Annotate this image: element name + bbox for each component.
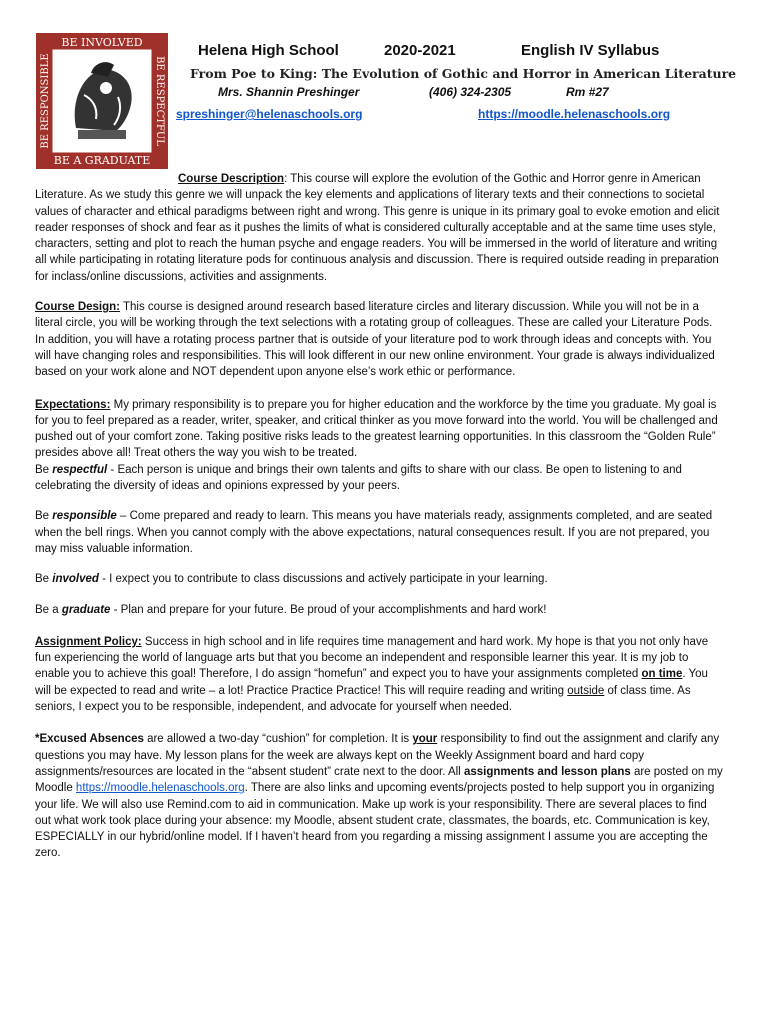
logo-left-text: BE RESPONSIBLE (40, 53, 51, 149)
school-year: 2020-2021 (384, 42, 456, 59)
moodle-inline-link[interactable]: https://moodle.helenaschools.org (75, 782, 245, 795)
teacher-phone: (406) 324-2305 (429, 85, 512, 99)
syllabus-header (176, 42, 737, 125)
logo-top-text: BE INVOLVED (61, 36, 143, 49)
course-description (35, 171, 725, 285)
outside-emphasis: outside (567, 684, 605, 697)
expectation-involved: Be involved - I expect you to contribute to class discussions and actively participate in your learning. (35, 573, 548, 586)
excused-absences-heading: *Excused Absences (35, 733, 144, 746)
expectation-graduate: Be a graduate - Plan and prepare for your future. Be proud of your accomplishments and hard work! (35, 603, 547, 616)
school-name: Helena High School (198, 42, 339, 59)
teacher-email-link[interactable]: spreshinger@helenaschools.org (176, 107, 363, 121)
expectations-heading: Expectations: (35, 398, 111, 411)
expectations-text: My primary responsibility is to prepare you for higher education and the workforce by the time you graduate. My goal is for you to feel prepared as a reader, writer, speaker, and critical thinker as you move forward into the world. You will be challenged and pushed out of your comfort zone. Taking positive risks leads to the greatest learning opportunities. In this classroom the “Golden Rule” presides above all! Treat others the way you wish to be treated. (35, 398, 718, 460)
expectation-responsible: Be responsible – Come prepared and ready to learn. This means you have materials ready, assignments completed, and are seated when the bell rings. When you cannot comply with the above expectations, natural consequences result. If you are not prepared, you may miss valuable information. (35, 510, 713, 555)
assignment-policy: Assignment Policy: Success in high school and in life requires time management and hard work. My hope is that you not only have fun experiencing the world of language arts but that you become an independent and responsible learner this year. It is my job to enable you to achieve this goal! Therefore, I do assign “homefun” and expect you to have your assignments completed on time. You will be expected to read and write – a lot! Practice Practice Practice! This will require reading and writing outside of class time. As seniors, I expect you to be responsible, independent, and advocate for yourself when needed. (35, 635, 709, 714)
course-design (35, 299, 725, 380)
school-logo (36, 33, 168, 169)
excused-absences: *Excused Absences are allowed a two-day “cushion” for completion. It is your responsibility to find out the assignment and clarify any questions you may have. My lesson plans for the week are always kept on the Weekly Assignment board and hard copy assignments/resources are located in the “absent student” crate next to the door. All assignments and lesson plans are posted on my Moodle https://moodle.helenaschools.org. There are also links and upcoming events/projects posted to help support you in organizing your life. We will also use Remind.com to aid in communication. Make up work is your responsibility. There are several places to find out what work took place during your absence: my Moodle, absent student crate, classmates, the boards, etc. Communication is key, ESPECIALLY in our hybrid/online model. If I haven’t heard from you regarding a missing assignment I assume you are accepting the zero. (35, 733, 723, 860)
logo-right-text: BE RESPECTFUL (154, 56, 165, 146)
course-design-heading: Course Design: (35, 301, 120, 314)
course-design-text: This course is designed around research based literature circles and literary discussion. While you will not be in a literal circle, you will be working through the text selections with a rotating group of colleagues. These are called your Literature Pods. In addition, you will have a rotating process partner that is outside of your literature pod to work through ideas and concepts with. You will have changing roles and responsibilities. This will look different in our new online environment. Your grade is always individualized based on your work alone and NOT dependent upon anyone else’s work ethic or performance. (35, 301, 715, 379)
your-emphasis: your (412, 733, 438, 746)
room-number: Rm #27 (566, 85, 609, 99)
on-time-emphasis: on time (641, 668, 683, 681)
syllabus-body (35, 171, 725, 862)
course-title: English IV Syllabus (521, 42, 660, 59)
logo-bottom-text: BE A GRADUATE (53, 154, 151, 167)
expectation-respectful: Be respectful - Each person is unique and brings their own talents and gifts to share with our class. Be open to listening to and celebrating the diversity of ideas and opinions expressed by your peers. (35, 463, 682, 493)
course-description-heading: Course Description (178, 173, 285, 185)
expectations (35, 397, 725, 462)
course-description-text: : This course will explore the evolution of the Gothic and Horror genre in American Literature. As we study this genre we will unpack the key elements and applications of literary texts and their connections to societal values of character and ethical paradigms between right and wrong. This genre is unique in its primary goal to evoke emotion and elicit reader responses of shock and fear as it pushes the limits of what is considered culturally acceptable and at the same time uses style, characters, setting and plot to reach the human psyche and engage readers. You will be immersed in the world of literature and writing all while participating in rotating literature pods for continuous analysis and discussion. There is required outside reading in preparation for inclass/online discussions, activities and assignments. (35, 173, 720, 283)
course-subtitle: From Poe to King: The Evolution of Gothic and Horror in American Literature (190, 66, 737, 81)
moodle-link[interactable]: https://moodle.helenaschools.org (478, 107, 671, 121)
teacher-name: Mrs. Shannin Preshinger (218, 85, 360, 99)
assignment-policy-heading: Assignment Policy: (35, 635, 142, 648)
